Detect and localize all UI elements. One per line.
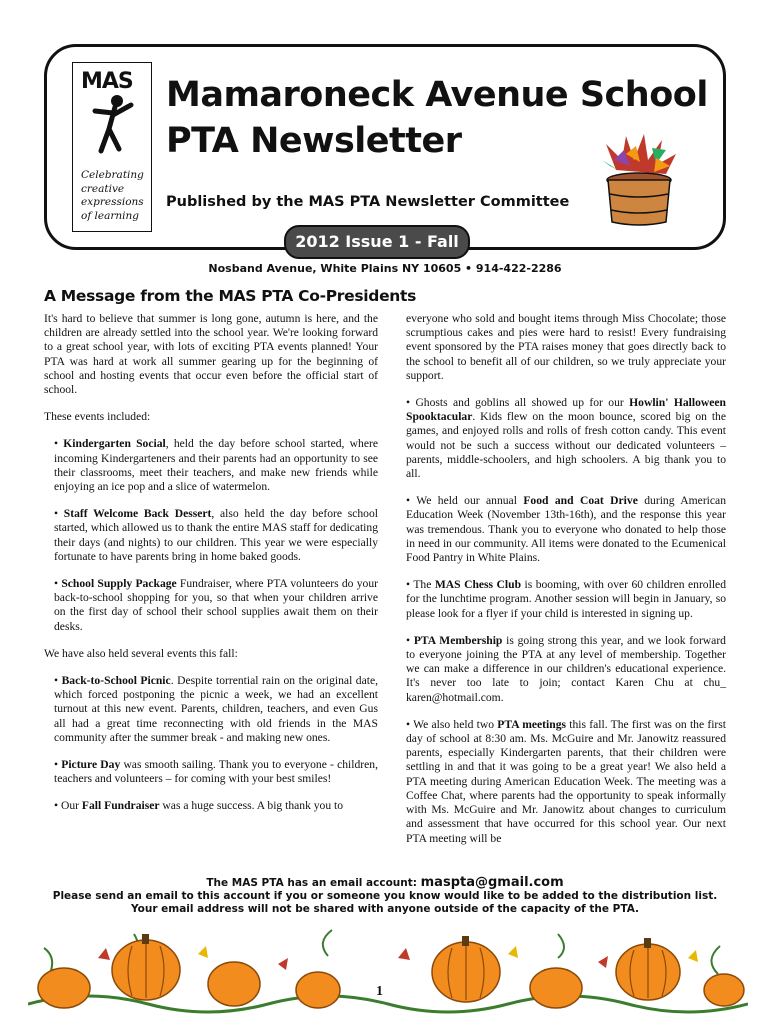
event-prefix: Our — [60, 799, 82, 813]
fall-intro: We have also held several events this fall: — [44, 646, 238, 660]
event-name: PTA Membership — [413, 633, 503, 647]
issue-badge: 2012 Issue 1 - Fall — [284, 225, 470, 259]
list-item: • Ghosts and goblins all showed up for our Howlin' Halloween Spooktacular. Kids flew on the moon bounce, scored big on the games, and enjoyed rolls and rolls of fresh cotton candy. This event would not be such a success without our dedicated volunteers – parents, middle-schoolers, and high schoolers. A big thank you to all. — [406, 396, 726, 481]
list-item: • Staff Welcome Back Dessert, also held the day before school started, which allowed us to thank the entire MAS staff for dedicating their days (and nights) to our children. This year we were especially fortunate to have parents bring in home baked goods. — [54, 507, 378, 563]
event-name: Fall Fundraiser — [81, 799, 160, 813]
event-name: Staff Welcome Back Dessert — [63, 507, 212, 521]
event-name: Kindergarten Social — [63, 437, 166, 451]
list-item: • Picture Day was smooth sailing. Thank you to everyone - children, teachers and volunteers – for coming with your best smiles! — [54, 758, 378, 786]
event-name: MAS Chess Club — [434, 578, 522, 592]
list-item: • We held our annual Food and Coat Drive during American Education Week (November 13th-16th), and the response this year was tremendous. Thank you to everyone who donated to help those in need in our community. All items were donated to the Ecumenical Food Pantry in White Plains. — [406, 494, 726, 565]
email-prefix: The MAS PTA has an email account: — [206, 877, 421, 889]
event-text: was smooth sailing. Thank you to everyone - children, teachers and volunteers – for coming with your best smiles! — [54, 758, 378, 786]
event-name: Picture Day — [61, 758, 121, 772]
list-item: • School Supply Package Fundraiser, where PTA volunteers do your back-to-school shopping for you, so that when your children arrive on the first day of school their school supplies await them on their desks. — [54, 577, 378, 633]
article-title: A Message from the MAS PTA Co-Presidents — [44, 287, 417, 305]
title-line-2: PTA Newsletter — [166, 121, 462, 161]
email-line — [0, 876, 770, 890]
right-column — [406, 312, 726, 859]
list-item: • Kindergarten Social, held the day before school started, where incoming Kindergarteners and their parents had an opportunity to see their classrooms, meet their teachers, and make new friends while enjoying an ice pop and a slice of watermelon. — [54, 437, 378, 494]
email-address: maspta@gmail.com — [420, 875, 564, 890]
event-text: , held the day before school started, where incoming Kindergarteners and their parents had an opportunity to see their classrooms, meet their teachers, and make new friends while enjoying an ice pop and a slice of watermelon. — [54, 437, 378, 494]
event-prefix: We held our annual — [416, 494, 524, 508]
logo-tagline: Celebrating creative expressions of learning — [81, 169, 144, 222]
email-notice — [0, 876, 770, 916]
autumn-basket-icon — [596, 130, 682, 230]
event-name: Howlin' Halloween Spooktacular — [406, 396, 726, 424]
event-prefix: The — [413, 578, 435, 592]
event-text: during American Education Week (November 13th-16th), and the response this year was tremendous. Thank you to everyone who donated to help those in need in our community. All items were donated to the Ecumenical Food Pantry in White Plains. — [406, 494, 726, 565]
mas-logo — [72, 62, 152, 232]
event-name: School Supply Package — [61, 577, 177, 591]
events-intro: These events included: — [44, 410, 151, 424]
logo-text: MAS — [81, 69, 133, 94]
left-column — [44, 312, 378, 827]
title-line-1: Mamaroneck Avenue School — [166, 75, 708, 115]
event-prefix: Ghosts and goblins all showed up for our — [415, 396, 630, 410]
dancer-figure-icon — [87, 93, 137, 163]
event-text: , also held the day before school started, which allowed us to thank the entire MAS staff for dedicating their days (and nights) to our children. This year we were especially fortunate to have parents bring in home baked goods. — [54, 507, 378, 563]
event-text: is booming, with over 60 children enrolled for the lunchtime program. Another session will begin in January, so please look for a flyer if your child is interested in signing up. — [406, 578, 726, 620]
event-text: this fall. The first was on the first day of school at 8:30 am. Ms. McGuire and Mr. Janowitz reassured parents, especially Kindergarten parents, that their children were settling in and that it was going to be a great year! We also held a PTA meeting during American Education Week. The meeting was a Coffee Chat, where parents had the opportunity to speak informally with Ms. McGuire and Mr. Janowitz about changes to curriculum and assessment that have occurred for this school year. Our next PTA meeting will be — [406, 717, 727, 845]
list-item: • PTA Membership is going strong this year, and we look forward to everyone joining the PTA at any level of membership. Together we can make a difference in our children's educational experience. It's never too late to join; contact Karen Chu at chu_ karen@hotmail.com. — [406, 633, 726, 704]
list-item: • We also held two PTA meetings this fall. The first was on the first day of school at 8:30 am. Ms. McGuire and Mr. Janowitz reassured parents, especially Kindergarten parents, that their children were settling in and that it was going to be a great year! We also held a PTA meeting during American Education Week. The meeting was a Coffee Chat, where parents had the opportunity to speak informally with Ms. McGuire and Mr. Janowitz about changes to curriculum and assessment that have occurred for this school year. Our next PTA meeting will be — [406, 717, 727, 845]
intro-paragraph: It's hard to believe that summer is long gone, autumn is here, and the children are already settled into the school year. We're looking forward to a great school year, with lots of exciting PTA events planned! Your PTA was hard at work all summer gearing up for the beginning of school and hosting events that occur even before the official start of school. — [44, 312, 378, 397]
list-item: • The MAS Chess Club is booming, with over 60 children enrolled for the lunchtime program. Another session will begin in January, so please look for a flyer if your child is interested in signing up. — [406, 578, 726, 620]
event-name: Food and Coat Drive — [523, 494, 638, 508]
pumpkin-border-icon — [28, 918, 748, 1018]
distribution-line: Please send an email to this account if you or someone you know would like to be added to the distribution list. — [52, 890, 718, 902]
event-text: was a huge success. A big thank you to — [159, 799, 344, 813]
event-text: . Despite torrential rain on the original date, which forced postponing the picnic a week, we had an excellent turnout at this new event. Parents, children, teachers, and even Gus all had a great time reconnecting with old friends in the MAS community after the summer break - and making new ones. — [54, 674, 378, 744]
event-name: Back-to-School Picnic — [61, 674, 171, 688]
school-address: Nosband Avenue, White Plains NY 10605 • 914-422-2286 — [208, 262, 562, 275]
event-text: is going strong this year, and we look forward to everyone joining the PTA at any level of membership. Together we can make a difference in our children's educational experience. It's never too late to join; contact Karen Chu at chu_ karen@hotmail.com. — [406, 633, 726, 704]
privacy-line: Your email address will not be shared with anyone outside of the capacity of the PTA. — [130, 903, 640, 915]
publisher-line: Published by the MAS PTA Newsletter Committee — [166, 194, 570, 210]
page-number: 1 — [376, 984, 383, 999]
event-text: Fundraiser, where PTA volunteers do your back-to-school shopping for you, so that when your children arrive on the first day of school their school supplies await them on their desks. — [54, 577, 378, 633]
list-item: • Our Fall Fundraiser was a huge success. A big thank you to — [54, 799, 344, 813]
chocolate-continuation: everyone who sold and bought items through Miss Chocolate; those scrumptious cakes and pies were hard to resist! Every fundraising event sponsored by the PTA raises money that goes directly back to the school to benefit all of our children, so we truly appreciate your support. — [406, 312, 726, 382]
list-item: • Back-to-School Picnic. Despite torrential rain on the original date, which forced postponing the picnic a week, we had an excellent turnout at this new event. Parents, children, teachers, and even Gus all had a great time reconnecting with old friends in the MAS community after the summer break - and making new ones. — [54, 674, 378, 744]
event-text: . Kids flew on the moon bounce, scored big on the games, and enjoyed rolls and rolls of fresh cotton candy. This event would not be such a success without our dedicated volunteers – parents, middle-schoolers, and high schoolers. A big thank you to all. — [406, 410, 726, 481]
event-name: PTA meetings — [497, 717, 567, 731]
event-prefix: We also held two — [413, 717, 498, 731]
